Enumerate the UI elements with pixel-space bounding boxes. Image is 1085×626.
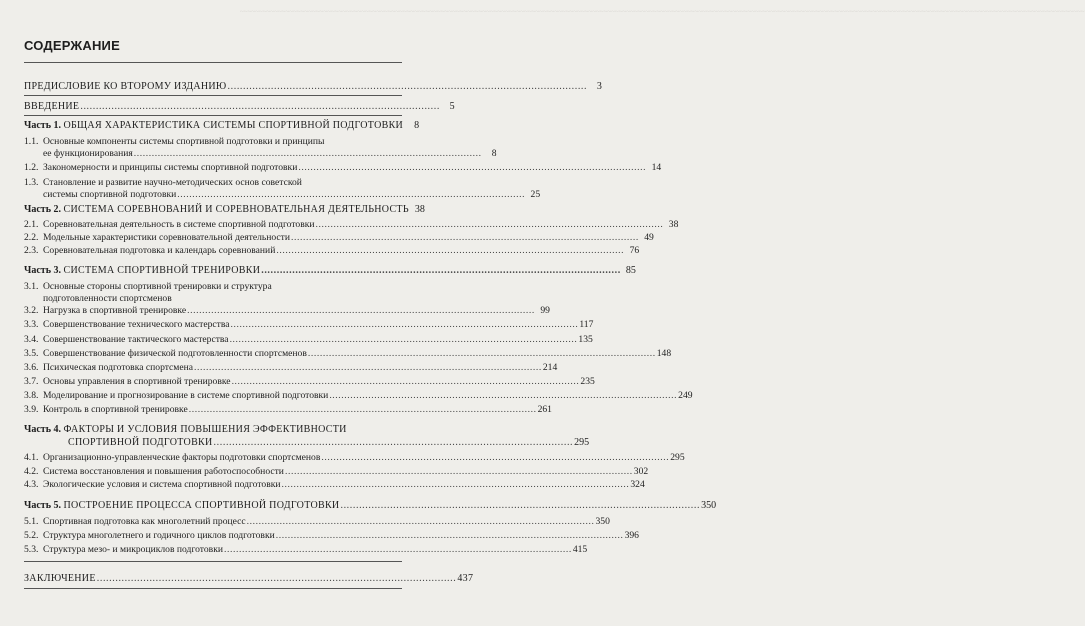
section-number: 2.1.: [24, 219, 39, 230]
toc-section-3-9[interactable]: [24, 404, 552, 416]
part-label: Часть 5.: [24, 500, 61, 511]
toc-part-4-cont[interactable]: [68, 437, 590, 449]
toc-page-number: 49: [644, 232, 654, 243]
toc-entry-title: Основные компоненты системы спортивной подготовки и принципы: [43, 136, 325, 147]
section-number: 2.2.: [24, 232, 39, 243]
part-title: ПОСТРОЕНИЕ ПРОЦЕССА СПОРТИВНОЙ ПОДГОТОВКИ: [63, 500, 340, 511]
part-title: СИСТЕМА СПОРТИВНОЙ ТРЕНИРОВКИ: [63, 265, 261, 276]
part-label: Часть 2.: [24, 204, 61, 215]
leader-dots: ....................................................................................................................: [80, 101, 440, 112]
leader-dots: ....................................................................................................................: [177, 189, 526, 200]
section-number: 1.2.: [24, 162, 39, 173]
section-number: 5.2.: [24, 530, 39, 541]
toc-page-number: 3: [596, 81, 603, 92]
toc-entry-title: Становление и развитие научно-методических основ советской: [43, 177, 302, 188]
toc-page-number: 396: [624, 530, 639, 541]
toc-part-4[interactable]: [24, 424, 402, 436]
toc-page-number: 350: [701, 500, 717, 511]
leader-dots: ....................................................................................................................: [284, 466, 633, 477]
leader-dots: ....................................................................................................................: [213, 437, 574, 448]
part-label: Часть 4.: [24, 424, 61, 435]
toc-section-2-1[interactable]: [24, 219, 679, 231]
toc-entry-title: Соревновательная деятельность в системе спортивной подготовки: [43, 219, 315, 230]
toc-section-3-2[interactable]: [24, 305, 550, 317]
toc-entry-title: Организационно-управленческие факторы подготовки спортсменов: [43, 452, 321, 463]
leader-dots: ....................................................................................................................: [231, 376, 580, 387]
toc-section-4-2[interactable]: [24, 466, 649, 478]
toc-section-3-1-cont[interactable]: [43, 293, 402, 305]
toc-page-number: 8: [491, 148, 497, 159]
section-number: 5.3.: [24, 544, 39, 555]
toc-page-number: 38: [414, 204, 425, 215]
toc-section-3-4[interactable]: [24, 334, 593, 346]
leader-dots: ....................................................................................................................: [246, 516, 595, 527]
section-number: 5.1.: [24, 516, 39, 527]
leader-dots: ....................................................................................................................: [261, 265, 621, 276]
section-number: 3.4.: [24, 334, 39, 345]
section-number: 4.3.: [24, 479, 39, 490]
toc-section-1-3[interactable]: [24, 177, 402, 189]
toc-entry-title: Совершенствование технического мастерства: [43, 319, 230, 330]
section-number: 3.3.: [24, 319, 39, 330]
section-number: 4.2.: [24, 466, 39, 477]
part-title-cont: СПОРТИВНОЙ ПОДГОТОВКИ: [68, 437, 213, 448]
toc-section-4-3[interactable]: [24, 479, 645, 491]
leader-dots: ....................................................................................................................: [230, 319, 579, 330]
toc-section-3-6[interactable]: [24, 362, 558, 374]
page-title: СОДЕРЖАНИЕ: [24, 38, 120, 53]
toc-section-4-1[interactable]: [24, 452, 685, 464]
section-number: 3.5.: [24, 348, 39, 359]
toc-section-1-1[interactable]: [24, 136, 402, 148]
toc-entry-title: Основы управления в спортивной тренировке: [43, 376, 231, 387]
leader-dots: ....................................................................................................................: [96, 573, 457, 584]
toc-section-3-3[interactable]: [24, 319, 594, 331]
toc-entry-title: Спортивная подготовка как многолетний процесс: [43, 516, 246, 527]
toc-section-1-1-cont[interactable]: [43, 148, 497, 160]
toc-page-number: 235: [580, 376, 595, 387]
toc-section-3-8[interactable]: [24, 390, 693, 402]
toc-section-5-2[interactable]: [24, 530, 639, 542]
toc-section-2-3[interactable]: [24, 245, 640, 257]
toc-page-number: 261: [537, 404, 552, 415]
leader-dots: ....................................................................................................................: [187, 305, 535, 316]
toc-entry-title: Совершенствование физической подготовленности спортсменов: [43, 348, 307, 359]
toc-entry-title-cont: системы спортивной подготовки: [43, 189, 177, 200]
toc-page-number: 76: [629, 245, 640, 256]
part-label: Часть 3.: [24, 265, 61, 276]
leader-dots: ....................................................................................................................: [298, 162, 647, 173]
toc-page-number: 302: [633, 466, 649, 477]
leader-dots: ....................................................................................................................: [281, 479, 630, 490]
toc-page-number: 14: [651, 162, 662, 173]
toc-entry-title: ВВЕДЕНИЕ: [24, 101, 80, 112]
toc-page-number: 5: [449, 101, 455, 112]
part-title: СИСТЕМА СОРЕВНОВАНИЙ И СОРЕВНОВАТЕЛЬНАЯ ДЕЯТЕЛЬНОСТЬ: [63, 204, 409, 215]
toc-page-number: 295: [670, 452, 685, 463]
toc-section-5-1[interactable]: [24, 516, 610, 528]
leader-dots: ....................................................................................................................: [188, 404, 537, 415]
part-title: ОБЩАЯ ХАРАКТЕРИСТИКА СИСТЕМЫ СПОРТИВНОЙ ПОДГОТОВКИ: [63, 120, 404, 131]
toc-page-number: 437: [457, 573, 474, 584]
section-number: 3.9.: [24, 404, 39, 415]
toc-section-1-2[interactable]: [24, 162, 662, 174]
divider: [24, 588, 402, 589]
toc-section-3-7[interactable]: [24, 376, 595, 388]
section-number: 1.3.: [24, 177, 39, 188]
leader-dots: ....................................................................................................................: [194, 362, 542, 373]
leader-dots: ....................................................................................................................: [340, 500, 701, 511]
toc-section-5-3[interactable]: [24, 544, 588, 556]
section-number: 4.1.: [24, 452, 39, 463]
section-number: 1.1.: [24, 136, 39, 147]
leader-dots: ....................................................................................................................: [315, 219, 664, 230]
toc-entry-title: Структура многолетнего и годичного циклов подготовки: [43, 530, 275, 541]
toc-entry-title: ЗАКЛЮЧЕНИЕ: [24, 573, 96, 584]
section-number: 3.6.: [24, 362, 39, 373]
divider: [24, 95, 402, 96]
toc-entry-title: Психическая подготовка спортсмена: [43, 362, 194, 373]
toc-entry-title: Система восстановления и повышения работоспособности: [43, 466, 284, 477]
toc-entry-title-cont: ее функционирования: [43, 148, 133, 159]
section-number: 2.3.: [24, 245, 39, 256]
toc-entry-preface[interactable]: [24, 81, 603, 93]
toc-page-number: 117: [579, 319, 594, 330]
toc-part-1[interactable]: [24, 120, 420, 132]
leader-dots: ....................................................................................................................: [321, 452, 670, 463]
toc-entry-conclusion[interactable]: [24, 573, 474, 585]
toc-page-number: 295: [574, 437, 590, 448]
leader-dots: ....................................................................................................................: [227, 81, 588, 92]
bleed-through-text: ~~~~~~~~~~~~~~~~~~~~~~~~~~~~~~~~~~~~~~~~~~~~~~~~~~~~~~~~~~~~~~~~~~~~~~~~~~~~~~~~~~~~~~~~~~~~~~~~~~~~~~~~~~~~~~~~~~~~~~~~~~~~~~~~~~~~~~~~~~~~~~~~~~~~~~~~~~~~~~~~~~~~~~~~~~~~~~~~~~~~~~~~~~~~~~~~~~~~~~~~~~~~~~~~~~~~~~~~~~~~~~~: [240, 8, 1085, 16]
divider: [24, 62, 402, 63]
toc-entry-title: Соревновательная подготовка и календарь соревнований: [43, 245, 276, 256]
toc-entry-title: Контроль в спортивной тренировке: [43, 404, 188, 415]
toc-section-3-5[interactable]: [24, 348, 672, 360]
toc-page-number: 148: [656, 348, 672, 359]
part-label: Часть 1.: [24, 120, 61, 131]
toc-entry-intro[interactable]: [24, 101, 455, 113]
toc-entry-title: Закономерности и принципы системы спортивной подготовки: [43, 162, 298, 173]
toc-page-number: 25: [530, 189, 541, 200]
section-number: 3.8.: [24, 390, 39, 401]
toc-section-2-2[interactable]: [24, 232, 654, 244]
toc-entry-title: Совершенствование тактического мастерства: [43, 334, 229, 345]
toc-page-number: 8: [414, 120, 420, 131]
divider: [24, 115, 402, 116]
toc-page-number: 214: [542, 362, 558, 373]
toc-entry-title: ПРЕДИСЛОВИЕ КО ВТОРОМУ ИЗДАНИЮ: [24, 81, 227, 92]
leader-dots: ....................................................................................................................: [224, 544, 572, 555]
toc-page-number: 135: [578, 334, 593, 345]
section-number: 3.7.: [24, 376, 39, 387]
toc-entry-title: Модельные характеристики соревновательной деятельности: [43, 232, 291, 243]
leader-dots: ....................................................................................................................: [276, 245, 625, 256]
part-title: ФАКТОРЫ И УСЛОВИЯ ПОВЫШЕНИЯ ЭФФЕКТИВНОСТИ: [63, 424, 347, 435]
toc-entry-title: Нагрузка в спортивной тренировке: [43, 305, 187, 316]
section-number: 3.2.: [24, 305, 39, 316]
leader-dots: ....................................................................................................................: [229, 334, 578, 345]
toc-part-3[interactable]: [24, 265, 636, 277]
toc-entry-title-cont: подготовленности спортсменов: [43, 293, 172, 304]
toc-section-1-3-cont[interactable]: [43, 189, 541, 201]
toc-page-number: 249: [678, 390, 693, 401]
leader-dots: ....................................................................................................................: [275, 530, 624, 541]
toc-page-number: 85: [625, 265, 636, 276]
toc-page-number: 415: [572, 544, 588, 555]
leader-dots: ....................................................................................................................: [307, 348, 656, 359]
toc-entry-title: Структура мезо- и микроциклов подготовки: [43, 544, 223, 555]
toc-section-3-1[interactable]: [24, 281, 402, 293]
toc-entry-title: Основные стороны спортивной тренировки и структура: [43, 281, 272, 292]
toc-page-number: 38: [668, 219, 679, 230]
toc-page-number: 324: [630, 479, 645, 490]
leader-dots: ....................................................................................................................: [133, 148, 482, 159]
toc-part-2[interactable]: [24, 204, 425, 216]
divider: [24, 561, 402, 562]
leader-dots: ....................................................................................................................: [329, 390, 678, 401]
toc-entry-title: Моделирование и прогнозирование в системе спортивной подготовки: [43, 390, 329, 401]
toc-part-5[interactable]: [24, 500, 717, 512]
toc-page-number: 99: [540, 305, 550, 316]
toc-entry-title: Экологические условия и система спортивной подготовки: [43, 479, 281, 490]
leader-dots: ....................................................................................................................: [291, 232, 639, 243]
section-number: 3.1.: [24, 281, 39, 292]
toc-page-number: 350: [595, 516, 610, 527]
